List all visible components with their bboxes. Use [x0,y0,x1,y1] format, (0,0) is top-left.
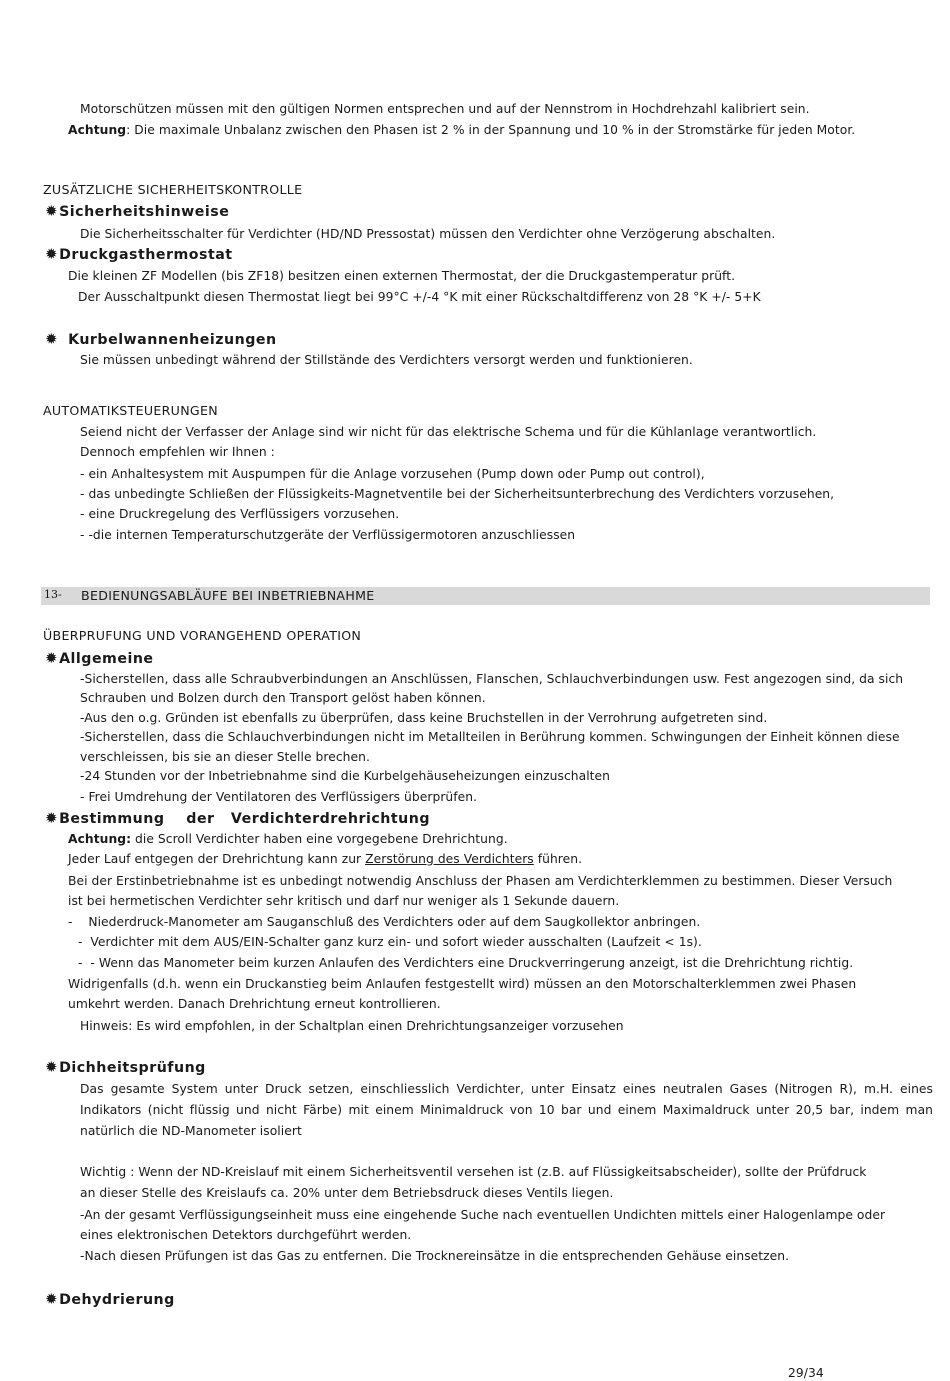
list-item: - Verdichter mit dem AUS/EIN-Schalter ganz kurz ein- und sofort wieder ausschalten (Laufzeit < 1s). [78,935,702,949]
paragraph: Das gesamte System unter Druck setzen, einschliesslich Verdichter, unter Einsatz eines neutralen Gases (Nitrogen R), m.H. eines [80,1082,933,1096]
paragraph: Schrauben und Bolzen durch den Transport gelöst haben können. [80,691,486,705]
flower-bullet-icon: ✹ [45,809,59,827]
section-title-auto: AUTOMATIKSTEUERUNGEN [43,403,218,418]
paragraph: -24 Stunden vor der Inbetriebnahme sind die Kurbelgehäuseheizungen einzuschalten [80,769,611,783]
paragraph: -An der gesamt Verflüssigungseinheit muss eine eingehende Suche nach eventuellen Undichten mittels einer Halogenlampe oder [80,1208,886,1222]
paragraph: Der Ausschaltpunkt diesen Thermostat liegt bei 99°C +/-4 °K mit einer Rückschaltdifferenz von 28 °K +/- 5+K [78,290,761,304]
heading-druckgasthermostat [45,246,233,263]
heading-drehrichtung [45,810,430,827]
paragraph: -Nach diesen Prüfungen ist das Gas zu entfernen. Die Trocknereinsätze in die entsprechenden Gehäuse einsetzen. [80,1249,790,1263]
heading-text: Kurbelwannenheizungen [68,332,277,348]
flower-bullet-icon: ✹ [45,202,59,220]
paragraph [68,851,582,867]
heading-text: Dehydrierung [59,1292,175,1308]
heading-sicherheitshinweise [45,203,229,220]
paragraph: ist bei hermetischen Verdichter sehr kritisch und darf nur weniger als 1 Sekunde dauern. [68,894,620,908]
hint-text: Es wird empfohlen, in der Schaltplan einen Drehrichtungsanzeiger vorzusehen [132,1019,624,1033]
section-title-safety: ZUSÄTZLICHE SICHERHEITSKONTROLLE [43,182,303,197]
flower-bullet-icon: ✹ [45,1290,59,1308]
text: Jeder Lauf entgegen der Drehrichtung kann zur [68,852,366,866]
rotation-achtung [68,831,508,847]
paragraph: Dennoch empfehlen wir Ihnen : [80,445,275,459]
paragraph: an dieser Stelle des Kreislaufs ca. 20% unter dem Betriebsdruck dieses Ventils liegen. [80,1186,614,1200]
page-number: 29/34 [788,1366,824,1380]
heading-allgemeine [45,650,154,667]
paragraph: -Sicherstellen, dass die Schlauchverbindungen nicht im Metallteilen in Berührung kommen. Schwingungen der Einheit können diese [80,730,900,744]
intro-line: Motorschützen müssen mit den gültigen Normen entsprechen und auf der Nennstrom in Hochdrehzahl kalibriert sein. [80,102,810,116]
chapter-title: BEDIENUNGSABLÄUFE BEI INBETRIEBNAHME [81,588,375,603]
paragraph: Wichtig : Wenn der ND-Kreislauf mit einem Sicherheitsventil versehen ist (z.B. auf Flüssigkeitsabscheider), sollte der Prüfdruck [80,1165,867,1179]
paragraph: -Sicherstellen, dass alle Schraubverbindungen an Anschlüssen, Flanschen, Schlauchverbindungen usw. Fest angezogen sind, da sich [80,672,904,686]
paragraph: Bei der Erstinbetriebnahme ist es unbedingt notwendig Anschluss der Phasen am Verdichterklemmen zu bestimmen. Dieser Versuch [68,874,893,888]
heading-text: Dichheitsprüfung [59,1060,206,1076]
section-title-check: ÜBERPRUFUNG UND VORANGEHEND OPERATION [43,628,362,643]
rotation-hint [80,1018,624,1034]
paragraph: natürlich die ND-Manometer isoliert [80,1124,302,1138]
paragraph: - Frei Umdrehung der Ventilatoren des Verflüssigers überprüfen. [80,790,478,804]
achtung-label: Achtung [68,123,127,137]
paragraph: umkehrt werden. Danach Drehrichtung erneut kontrollieren. [68,997,441,1011]
underlined-text: Zerstörung des Verdichters [365,852,534,866]
chapter-header-bar [41,587,930,605]
paragraph: Seiend nicht der Verfasser der Anlage sind wir nicht für das elektrische Schema und für die Kühlanlage verantwortlich. [80,425,817,439]
achtung-text: : Die maximale Unbalanz zwischen den Phasen ist 2 % in der Spannung und 10 % in der Stromstärke für jeden Motor. [126,123,856,137]
paragraph: Die Sicherheitsschalter für Verdichter (HD/ND Pressostat) müssen den Verdichter ohne Verzögerung abschalten. [80,227,776,241]
intro-achtung [68,122,855,138]
paragraph: Indikators (nicht flüssig und nicht Färbe) mit einem Minimaldruck von 10 bar und einem Maximaldruck unter 20,5 bar, indem man [80,1103,933,1117]
heading-text: Bestimmung der Verdichterdrehrichtung [59,811,431,827]
text: führen. [533,852,583,866]
paragraph: eines elektronischen Detektors durchgeführt werden. [80,1228,412,1242]
flower-bullet-icon: ✹ [45,1058,59,1076]
list-item: - - Wenn das Manometer beim kurzen Anlaufen des Verdichters eine Druckverringerung anzeigt, ist die Drehrichtung richtig. [78,956,854,970]
heading-dichtheitspruefung [45,1059,206,1076]
paragraph: verschleissen, bis sie an dieser Stelle brechen. [80,750,370,764]
heading-text: Druckgasthermostat [59,247,233,263]
paragraph: Die kleinen ZF Modellen (bis ZF18) besitzen einen externen Thermostat, der die Druckgastemperatur prüft. [68,269,736,283]
list-item: - Niederdruck-Manometer am Sauganschluß des Verdichters oder auf dem Saugkollektor anbringen. [68,915,701,929]
flower-bullet-icon: ✹ [45,245,59,263]
achtung-text: die Scroll Verdichter haben eine vorgegebene Drehrichtung. [131,832,508,846]
heading-dehydrierung [45,1291,175,1308]
heading-text: Sicherheitshinweise [59,204,230,220]
paragraph: Sie müssen unbedingt während der Stillstände des Verdichters versorgt werden und funktionieren. [80,353,693,367]
flower-bullet-icon: ✹ [45,649,59,667]
chapter-number: 13- [44,588,62,601]
list-item: - eine Druckregelung des Verflüssigers vorzusehen. [80,507,400,521]
list-item: - ein Anhaltesystem mit Auspumpen für die Anlage vorzusehen (Pump down oder Pump out control), [80,467,705,481]
paragraph: Widrigenfalls (d.h. wenn ein Druckanstieg beim Anlaufen festgestellt wird) müssen an den Motorschalterklemmen zwei Phasen [68,977,857,991]
list-item: - das unbedingte Schließen der Flüssigkeits-Magnetventile bei der Sicherheitsunterbrechung des Verdichters vorzusehen, [80,487,835,501]
flower-bullet-icon: ✹ [45,330,59,348]
achtung-label: Achtung: [68,832,132,846]
heading-text: Allgemeine [59,651,154,667]
heading-kurbelwannenheizungen [45,331,277,348]
paragraph: -Aus den o.g. Gründen ist ebenfalls zu überprüfen, dass keine Bruchstellen in der Verrohrung aufgetreten sind. [80,711,768,725]
list-item: - -die internen Temperaturschutzgeräte der Verflüssigermotoren anzuschliessen [80,528,576,542]
hint-label: Hinweis: [80,1019,133,1033]
